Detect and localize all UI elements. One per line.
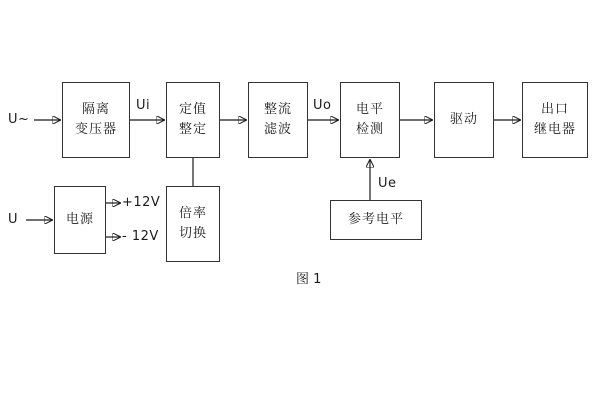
label-signal-ui: Ui bbox=[136, 98, 151, 113]
block-line: 滤波 bbox=[263, 122, 292, 137]
block-fixed-value-setting bbox=[166, 82, 220, 158]
block-line: 检测 bbox=[355, 122, 384, 137]
label-voltage-minus-12v: - 12V bbox=[122, 229, 159, 244]
block-line: 参考电平 bbox=[347, 211, 404, 227]
block-output-relay bbox=[522, 82, 588, 158]
block-line: 继电器 bbox=[533, 122, 576, 137]
figure-caption: 图 1 bbox=[296, 272, 322, 287]
block-line: 切换 bbox=[178, 226, 207, 241]
block-line: 整流 bbox=[263, 101, 292, 117]
block-drive bbox=[434, 82, 494, 158]
block-line: 整定 bbox=[178, 122, 207, 137]
block-line: 驱动 bbox=[449, 111, 478, 127]
block-level-detection bbox=[340, 82, 400, 158]
block-line: 倍率 bbox=[178, 205, 207, 221]
label-input-u-ac: U~ bbox=[8, 112, 30, 127]
label-signal-ue: Ue bbox=[378, 176, 397, 191]
label-voltage-plus-12v: +12V bbox=[122, 195, 161, 210]
block-line: 变压器 bbox=[74, 122, 117, 137]
label-signal-uo: Uo bbox=[313, 98, 332, 113]
block-power-supply bbox=[54, 186, 106, 254]
block-rectifier-filter bbox=[248, 82, 308, 158]
block-line: 定值 bbox=[178, 101, 207, 117]
label-input-u-dc: U bbox=[8, 212, 19, 227]
block-line: 电平 bbox=[355, 101, 384, 117]
block-isolation-transformer bbox=[62, 82, 130, 158]
block-line: 出口 bbox=[540, 101, 569, 117]
block-line: 隔离 bbox=[81, 101, 110, 117]
block-reference-level bbox=[330, 200, 422, 240]
block-line: 电源 bbox=[65, 211, 94, 227]
block-multiplier-switch bbox=[166, 186, 220, 262]
